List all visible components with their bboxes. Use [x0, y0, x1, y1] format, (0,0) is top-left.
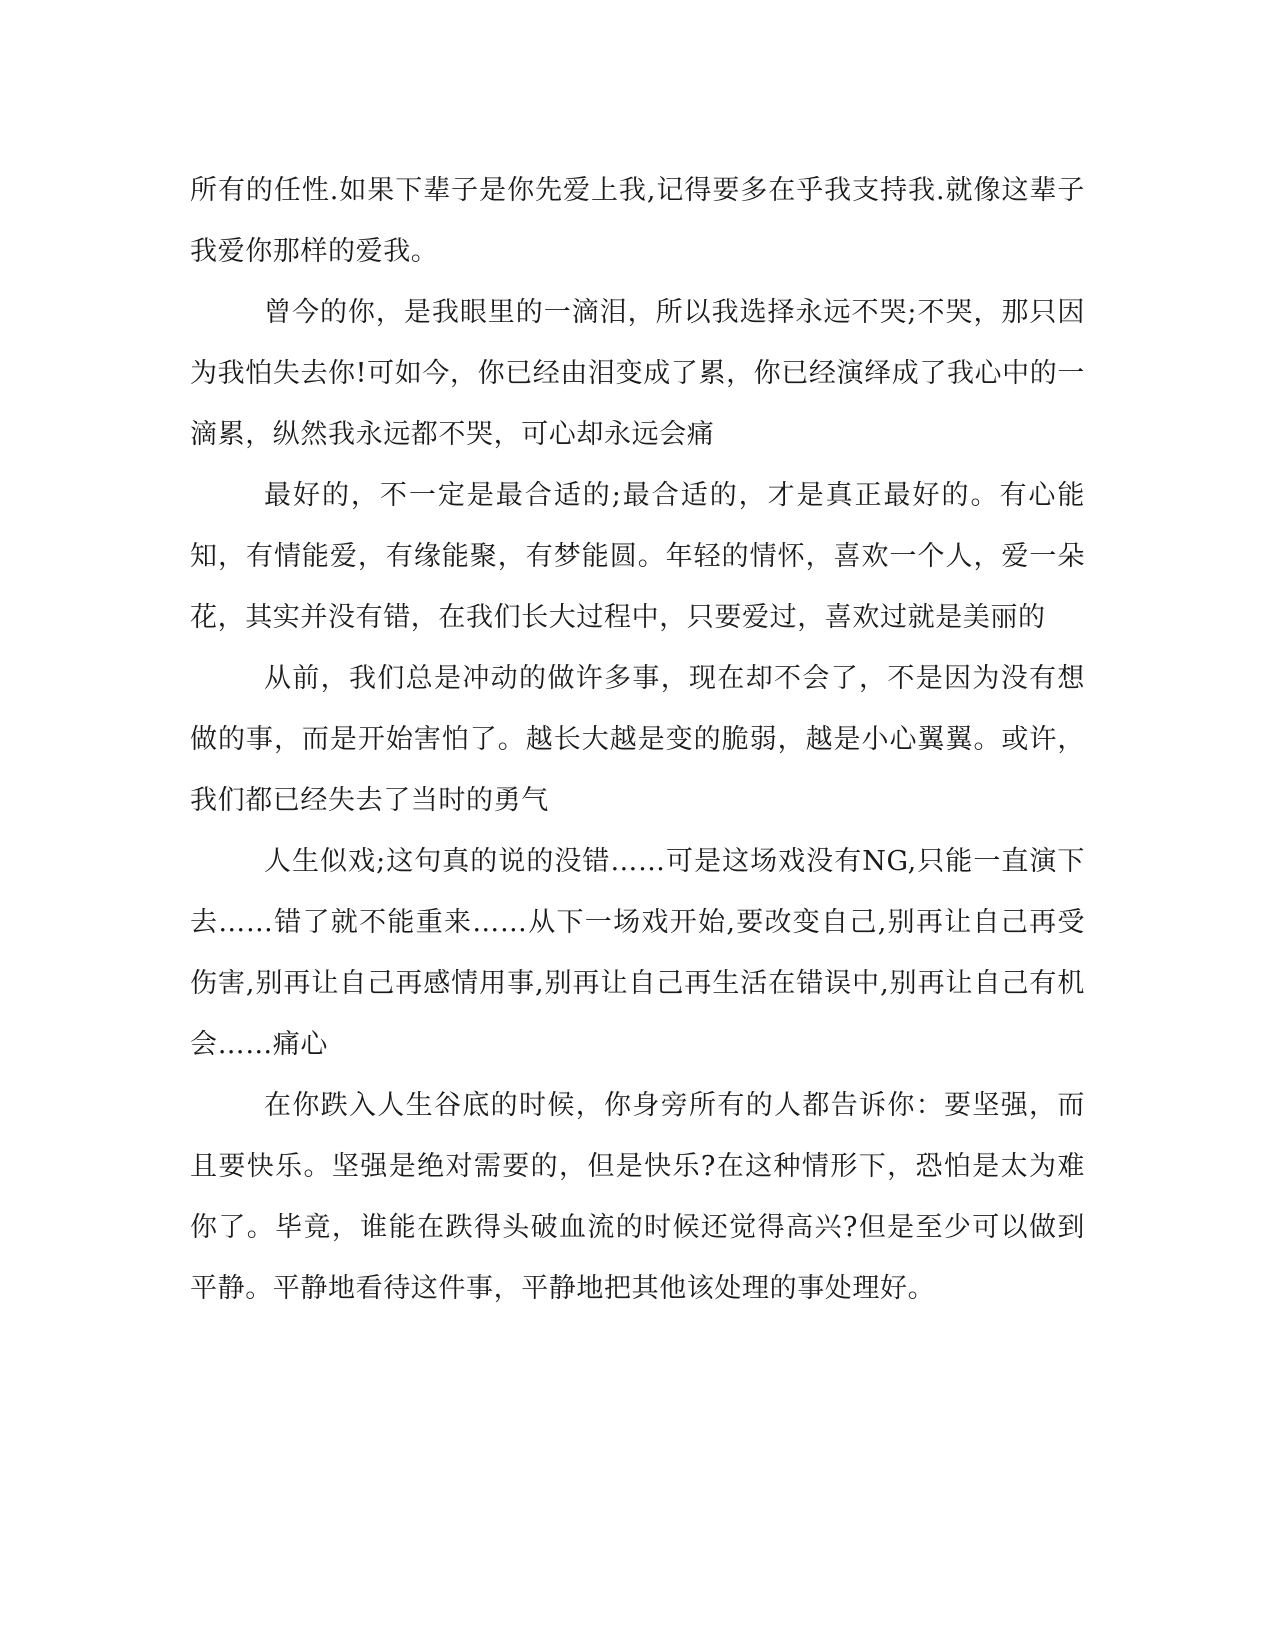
paragraph-6: 在你跌入人生谷底的时候，你身旁所有的人都告诉你：要坚强，而且要快乐。坚强是绝对需要的，但是快乐?在这种情形下，恐怕是太为难你了。毕竟，谁能在跌得头破血流的时候还觉得高兴?但是至少可以做到平静。平静地看待这件事，平静地把其他该处理的事处理好。	[190, 1090, 1085, 1304]
paragraph-1: 所有的任性.如果下辈子是你先爱上我,记得要多在乎我支持我.就像这辈子我爱你那样的爱我。	[190, 175, 1085, 267]
paragraph-3: 最好的，不一定是最合适的;最合适的，才是真正最好的。有心能知，有情能爱，有缘能聚，有梦能圆。年轻的情怀，喜欢一个人，爱一朵花，其实并没有错，在我们长大过程中，只要爱过，喜欢过就是美丽的	[190, 480, 1085, 633]
paragraph-2: 曾今的你，是我眼里的一滴泪，所以我选择永远不哭;不哭，那只因为我怕失去你!可如今，你已经由泪变成了累，你已经演绎成了我心中的一滴累，纵然我永远都不哭，可心却永远会痛	[190, 297, 1085, 450]
paragraph-5: 人生似戏;这句真的说的没错……可是这场戏没有NG,只能一直演下去……错了就不能重来……从下一场戏开始,要改变自己,别再让自己再受伤害,别再让自己再感情用事,别再让自己再生活在错误中,别再让自己有机会……痛心	[190, 846, 1085, 1060]
document-body	[190, 160, 1085, 1319]
paragraph-4: 从前，我们总是冲动的做许多事，现在却不会了，不是因为没有想做的事，而是开始害怕了。越长大越是变的脆弱，越是小心翼翼。或许，我们都已经失去了当时的勇气	[190, 663, 1085, 816]
